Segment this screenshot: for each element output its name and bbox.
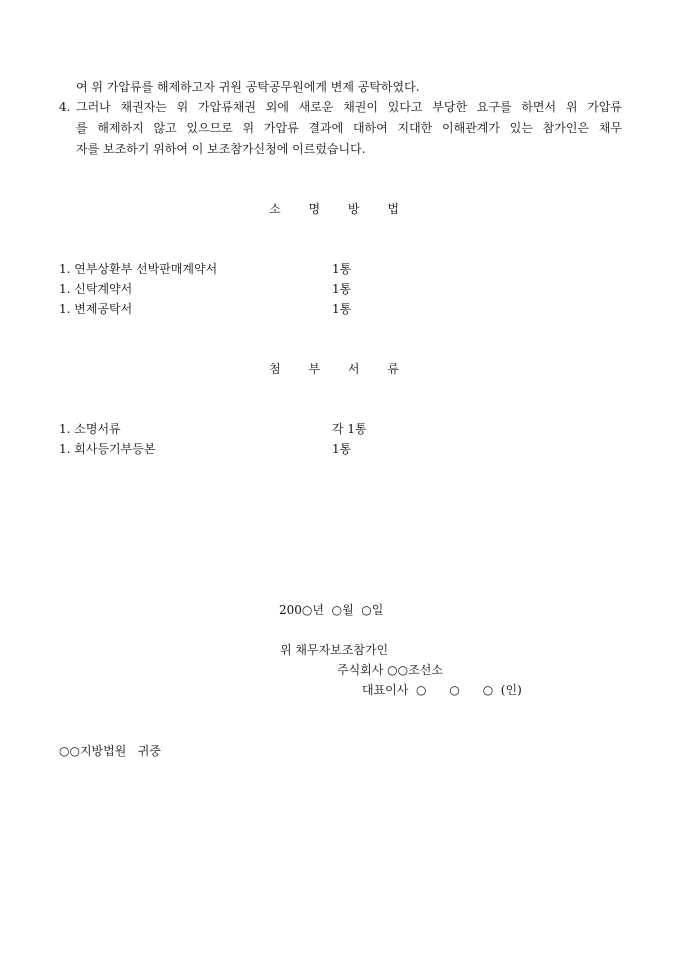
attachment-item-label: 1. 회사등기부등본 [59, 442, 156, 456]
evidence-item-label: 1. 변제공탁서 [59, 302, 133, 316]
attachment-item-count: 각 1통 [332, 422, 367, 436]
evidence-item-count: 1통 [332, 282, 352, 296]
applicant-company: 주식회사 ○○조선소 [337, 663, 443, 677]
filing-date: 200○년 ○월 ○일 [279, 603, 384, 617]
paragraph-4-line-3: 자를 보조하기 위하여 이 보조참가신청에 이르렀습니다. [76, 142, 366, 156]
court-addressee: ○○지방법원 귀중 [59, 744, 161, 758]
evidence-item-count: 1통 [332, 302, 352, 316]
attachment-item-label: 1. 소명서류 [59, 422, 121, 436]
evidence-item-label: 1. 신탁계약서 [59, 282, 133, 296]
paragraph-4-line-2: 를 해제하지 않고 있으므로 위 가압류 결과에 대하여 지대한 이해관계가 있는 참가인은 채무 [76, 121, 622, 135]
applicant-representative: 대표이사 ○ ○ ○ (인) [362, 683, 522, 697]
attachments-heading: 첨 부 서 류 [269, 362, 411, 376]
evidence-heading: 소 명 방 법 [269, 202, 411, 216]
paragraph-4-number: 4. [59, 100, 71, 114]
paragraph-3-tail: 여 위 가압류를 해제하고자 귀원 공탁공무원에게 변제 공탁하였다. [76, 80, 420, 94]
attachment-item-count: 1통 [332, 442, 352, 456]
paragraph-4-line-1: 그러나 채권자는 위 가압류채권 외에 새로운 채권이 있다고 부당한 요구를 하면서 위 가압류 [76, 100, 622, 114]
evidence-item-label: 1. 연부상환부 선박판매계약서 [59, 262, 218, 276]
applicant-title: 위 채무자보조참가인 [280, 643, 389, 657]
evidence-item-count: 1통 [332, 262, 352, 276]
